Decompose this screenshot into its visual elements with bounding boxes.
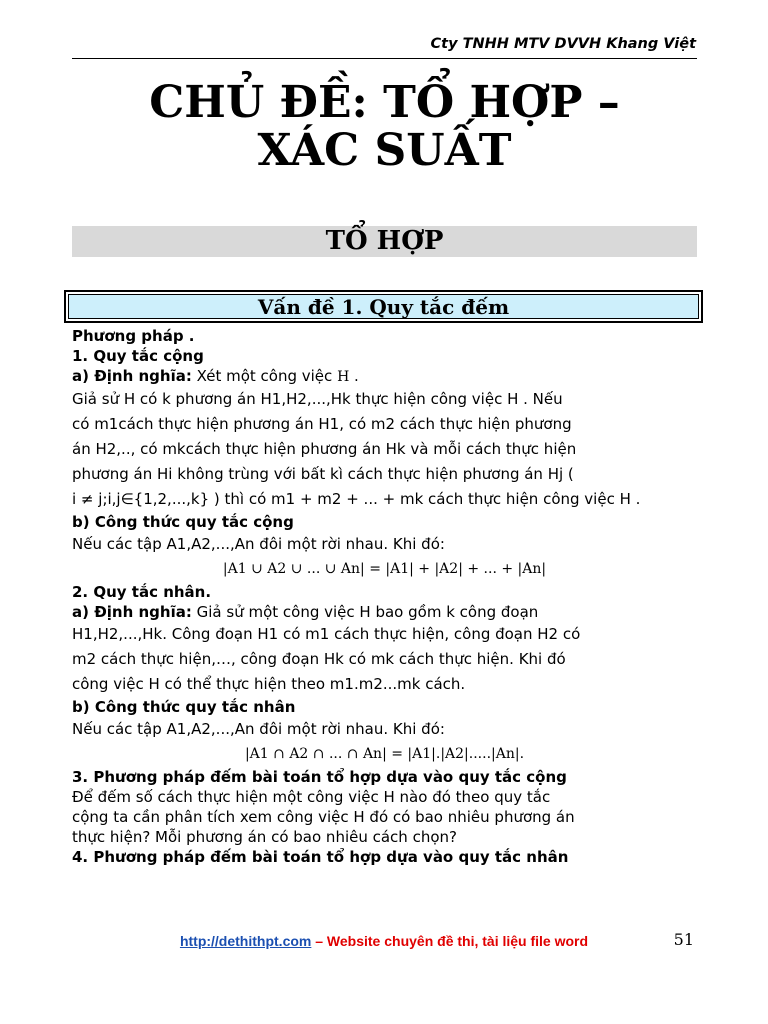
paragraph-line: có m1cách thực hiện phương án H1, có m2 cách thực hiện phương xyxy=(72,415,572,433)
rule1-formula-heading: b) Công thức quy tắc cộng xyxy=(72,513,294,531)
paragraph-line: i ≠ j;i,j∈{1,2,...,k} ) thì có m1 + m2 + ... + mk cách thực hiện công việc H . xyxy=(72,490,641,508)
content xyxy=(72,326,697,867)
definition-label: a) Định nghĩa: xyxy=(72,367,192,385)
paragraph-line: m2 cách thực hiện,…, công đoạn Hk có mk cách thực hiện. Khi đó xyxy=(72,650,566,668)
method4-heading: 4. Phương pháp đếm bài toán tổ hợp dựa vào quy tắc nhân xyxy=(72,848,569,866)
paragraph-line: Để đếm số cách thực hiện một công việc H nào đó theo quy tắc xyxy=(72,788,551,806)
rule2-definition xyxy=(72,602,697,622)
problem-box xyxy=(64,290,703,323)
paragraph-line: thực hiện? Mỗi phương án có bao nhiêu cách chọn? xyxy=(72,828,457,846)
definition-label: a) Định nghĩa: xyxy=(72,603,192,621)
paragraph-line: phương án Hi không trùng với bất kì cách thực hiện phương án Hj ( xyxy=(72,465,574,483)
rule1-definition xyxy=(72,366,697,387)
definition-end: . xyxy=(349,367,359,385)
rule2-heading: 2. Quy tắc nhân. xyxy=(72,583,212,601)
paragraph-line: H1,H2,...,Hk. Công đoạn H1 có m1 cách thực hiện, công đoạn H2 có xyxy=(72,625,581,643)
footer xyxy=(0,933,768,949)
problem-title: Vấn đề 1. Quy tắc đếm xyxy=(68,294,699,319)
method-heading: Phương pháp . xyxy=(72,327,195,345)
method3-heading: 3. Phương pháp đếm bài toán tổ hợp dựa vào quy tắc cộng xyxy=(72,768,567,786)
section-band: TỔ HỢP xyxy=(72,226,697,257)
paragraph-line: Giả sử H có k phương án H1,H2,...,Hk thực hiện công việc H . Nếu xyxy=(72,390,563,408)
page-title-line2: XÁC SUẤT xyxy=(257,125,512,176)
paragraph-line: án H2,.., có mkcách thực hiện phương án Hk và mỗi cách thực hiện xyxy=(72,440,577,458)
header-rule xyxy=(72,58,697,59)
website-tagline: – Website chuyên đề thi, tài liệu file word xyxy=(311,933,589,949)
definition-text: Xét một công việc xyxy=(191,367,338,385)
website-link[interactable]: http://dethithpt.com xyxy=(179,933,312,949)
page-number: 51 xyxy=(673,930,694,949)
math-H: H xyxy=(337,369,350,385)
definition-text: Giả sử một công việc H bao gồm k công đoạn xyxy=(191,603,539,621)
company-header: Cty TNHH MTV DVVH Khang Việt xyxy=(430,36,696,52)
paragraph-line: cộng ta cần phân tích xem công việc H đó có bao nhiêu phương án xyxy=(72,808,575,826)
rule2-formula-heading: b) Công thức quy tắc nhân xyxy=(72,698,296,716)
paragraph-line: Nếu các tập A1,A2,...,An đôi một rời nhau. Khi đó: xyxy=(72,535,445,553)
paragraph-line: Nếu các tập A1,A2,...,An đôi một rời nhau. Khi đó: xyxy=(72,720,445,738)
formula-sum-rule: |A1 ∪ A2 ∪ ... ∪ An| = |A1| + |A2| + ... + |An| xyxy=(222,561,547,577)
page-title-line1: CHỦ ĐỀ: TỔ HỢP – xyxy=(149,77,620,128)
formula-product-rule: |A1 ∩ A2 ∩ ... ∩ An| = |A1|.|A2|.....|An|. xyxy=(244,746,525,762)
rule1-heading: 1. Quy tắc cộng xyxy=(72,347,204,365)
paragraph-line: công việc H có thể thực hiện theo m1.m2...mk cách. xyxy=(72,675,466,693)
